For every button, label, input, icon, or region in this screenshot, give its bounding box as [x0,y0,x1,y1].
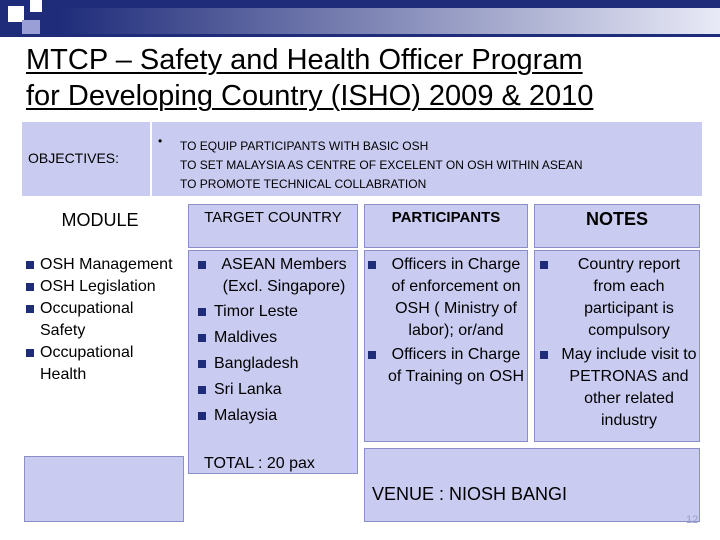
list-item: Officers in Charge of enforcement on OSH ( Ministry of labor); or/and [368,254,526,342]
target-total: TOTAL : 20 pax [204,455,315,472]
bullet-square-icon [368,261,376,269]
bullet-square-icon [198,308,206,316]
list-item: Officers in Charge of Training on OSH [368,344,526,388]
list-item: Malaysia [196,405,354,427]
bullet-square-icon [26,349,34,357]
objective-item: TO EQUIP PARTICIPANTS WITH BASIC OSH [180,139,429,153]
bullet-square-icon [26,305,34,313]
module-header: MODULE [61,210,139,230]
list-item: Country report from each participant is compulsory [540,254,698,342]
band-stripe [0,34,720,37]
objective-item: TO PROMOTE TECHNICAL COLLABRATION [180,177,427,191]
list-item: Bangladesh [196,353,354,375]
list-item: OSH Management [26,254,176,276]
list-item: Timor Leste [196,301,354,323]
bullet-square-icon [368,351,376,359]
list-item: May include visit to PETRONAS and other related industry [540,344,698,432]
venue-text: VENUE : NIOSH BANGI [372,484,568,504]
list-item: Sri Lanka [196,379,354,401]
objectives-divider [150,122,152,196]
list-item: ASEAN Members (Excl. Singapore) [196,254,354,298]
bullet-square-icon [198,386,206,394]
notes-header: NOTES [585,209,648,229]
bullet-square-icon [540,261,548,269]
list-item: Occupational Safety [26,298,176,342]
list-item: OSH Legislation [26,276,176,298]
bullet-square-icon [198,360,206,368]
bullet-square-icon [540,351,548,359]
bullet-square-icon [198,261,206,269]
deco-square [30,0,42,12]
target-header: TARGET COUNTRY [204,209,342,226]
list-item: Occupational Health [26,342,176,386]
top-band-gradient [60,8,720,34]
notes-list [540,254,698,432]
bullet-square-icon [198,334,206,342]
bottom-left-box [24,456,184,522]
bullet-square-icon [26,283,34,291]
bullet-square-icon [26,261,34,269]
objectives-bullet: • [158,134,163,148]
participants-header: PARTICIPANTS [391,209,501,226]
participants-list [368,254,526,388]
objective-item: TO SET MALAYSIA AS CENTRE OF EXCELENT ON OSH WITHIN ASEAN [180,158,583,172]
module-list [26,254,176,386]
deco-square [22,20,40,34]
list-item: Maldives [196,327,354,349]
bullet-square-icon [198,412,206,420]
title-line-2: for Developing Country (ISHO) 2009 & 2010 [26,80,594,112]
objectives-label: OBJECTIVES: [28,150,120,166]
page-title [26,42,706,114]
slide-number: 12 [686,514,699,526]
title-line-1: MTCP – Safety and Health Officer Program [26,44,583,76]
objectives-list [180,137,583,194]
target-list [196,254,354,427]
